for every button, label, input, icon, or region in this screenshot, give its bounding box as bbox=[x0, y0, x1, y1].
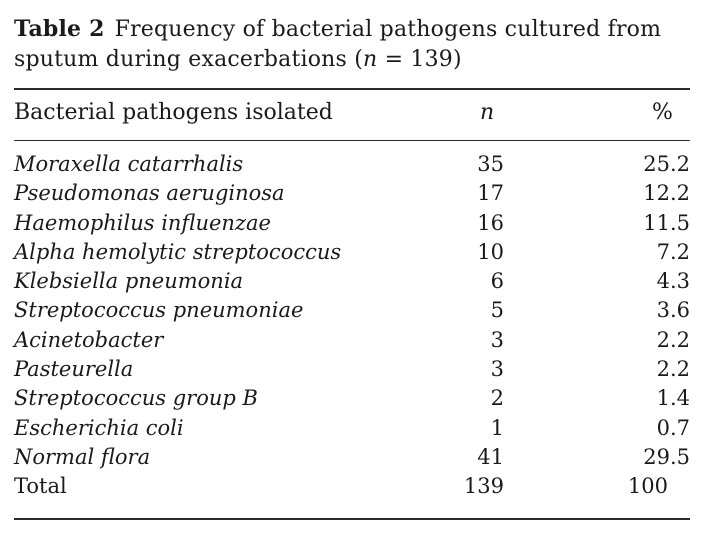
pathogen-name: Normal flora bbox=[14, 444, 151, 469]
pathogen-count: 10 bbox=[477, 239, 504, 264]
pathogen-name: Haemophilus influenzae bbox=[14, 210, 271, 235]
pathogen-count: 2 bbox=[490, 386, 504, 411]
pathogen-percent: 7.2 bbox=[656, 239, 690, 264]
total-label: Total bbox=[14, 474, 67, 499]
top-rule bbox=[14, 88, 690, 90]
pathogen-name: Streptococcus group B bbox=[14, 386, 258, 411]
table-row bbox=[0, 150, 720, 179]
pathogen-percent: 11.5 bbox=[643, 210, 690, 235]
table-row bbox=[0, 384, 720, 413]
pathogen-percent: 4.3 bbox=[656, 269, 690, 294]
pathogen-count: 41 bbox=[477, 444, 504, 469]
column-header-n: n bbox=[480, 100, 495, 125]
pathogen-count: 3 bbox=[490, 327, 504, 352]
pathogen-name: Alpha hemolytic streptococcus bbox=[14, 239, 342, 264]
pathogen-count: 17 bbox=[477, 181, 504, 206]
pathogen-percent: 2.2 bbox=[656, 357, 690, 382]
pathogen-percent: 12.2 bbox=[643, 181, 690, 206]
total-row bbox=[0, 472, 720, 501]
pathogen-name: Klebsiella pneumonia bbox=[14, 269, 244, 294]
pathogen-name: Pseudomonas aeruginosa bbox=[14, 181, 285, 206]
pathogen-count: 6 bbox=[490, 269, 504, 294]
pathogen-count: 35 bbox=[477, 152, 504, 176]
header-rule bbox=[14, 140, 690, 141]
bottom-rule bbox=[14, 518, 690, 520]
table-row bbox=[0, 443, 720, 472]
table-caption bbox=[14, 14, 704, 75]
total-count: 139 bbox=[463, 474, 504, 499]
pathogen-count: 1 bbox=[490, 415, 504, 440]
pathogen-name: Streptococcus pneumoniae bbox=[14, 298, 304, 323]
table-row bbox=[0, 414, 720, 443]
caption-text-before: Frequency of bacterial pathogens cultured from sputum during exacerbations ( bbox=[14, 17, 662, 72]
total-percent: 100 bbox=[627, 474, 668, 499]
pathogen-percent: 3.6 bbox=[656, 298, 690, 323]
pathogen-count: 5 bbox=[490, 298, 504, 323]
pathogen-name: Acinetobacter bbox=[14, 327, 164, 352]
pathogen-name: Pasteurella bbox=[14, 357, 134, 382]
table-row bbox=[0, 267, 720, 296]
table-label: Table 2 bbox=[14, 16, 105, 42]
caption-text-after: = 139) bbox=[377, 47, 462, 72]
pathogen-name: Moraxella catarrhalis bbox=[14, 152, 244, 176]
table-body bbox=[0, 150, 720, 502]
pathogen-percent: 2.2 bbox=[656, 327, 690, 352]
caption-n-symbol: n bbox=[363, 47, 378, 72]
table-row bbox=[0, 326, 720, 355]
table-row bbox=[0, 179, 720, 208]
pathogen-percent: 29.5 bbox=[643, 444, 690, 469]
pathogen-name: Escherichia coli bbox=[14, 415, 184, 440]
table-row bbox=[0, 355, 720, 384]
table-row bbox=[0, 238, 720, 267]
pathogen-percent: 1.4 bbox=[656, 386, 690, 411]
table-row bbox=[0, 296, 720, 325]
table-row bbox=[0, 209, 720, 238]
pathogen-count: 3 bbox=[490, 357, 504, 382]
pathogen-percent: 0.7 bbox=[656, 415, 690, 440]
pathogen-percent: 25.2 bbox=[643, 152, 690, 176]
column-header-pathogens: Bacterial pathogens isolated bbox=[14, 100, 333, 125]
column-header-percent: % bbox=[652, 100, 673, 125]
pathogen-count: 16 bbox=[477, 210, 504, 235]
